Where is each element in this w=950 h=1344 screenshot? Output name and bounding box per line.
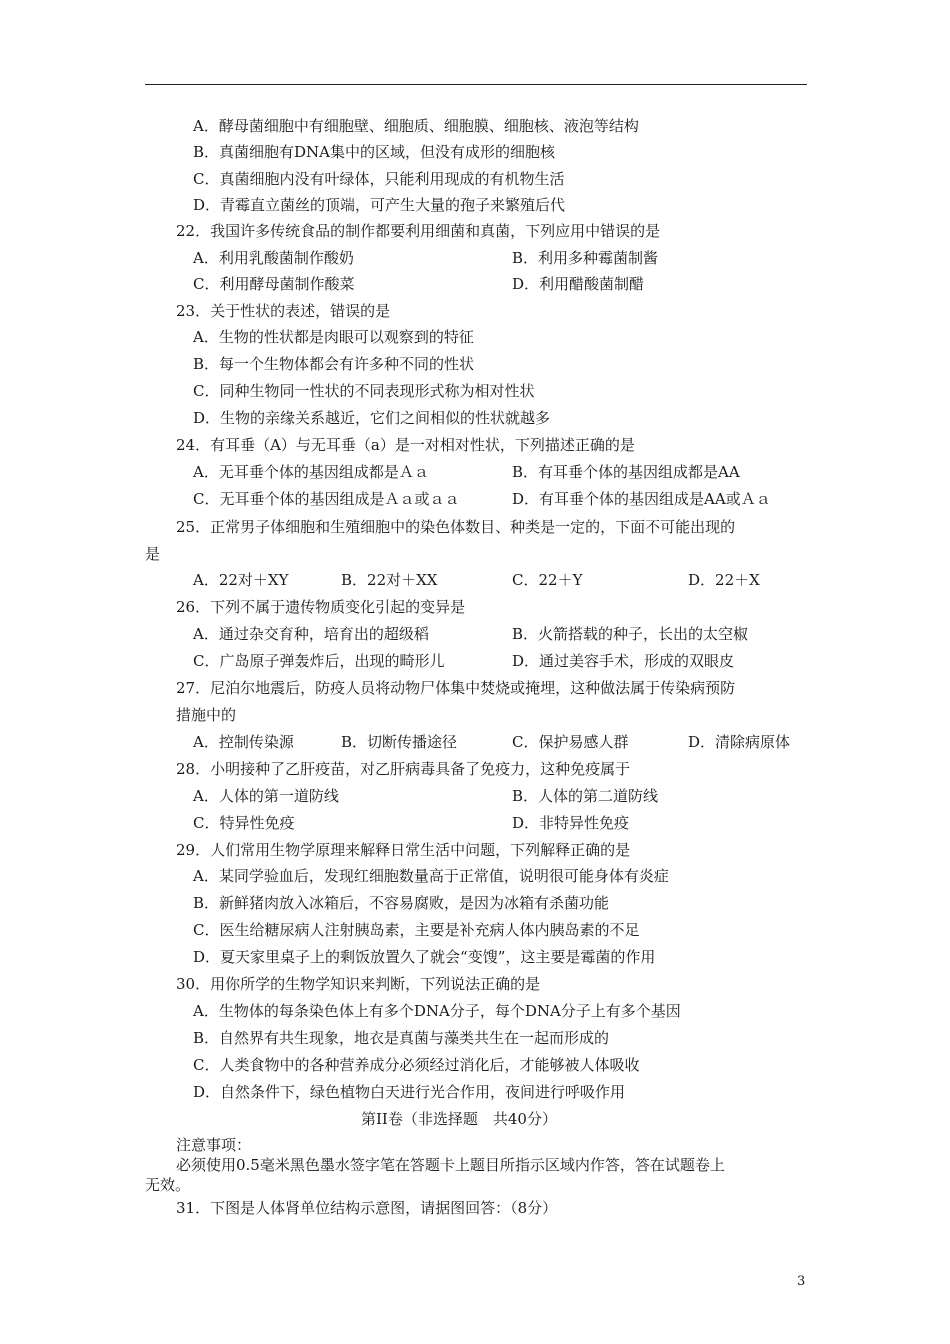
q28-stem: 28．小明接种了乙肝疫苗，对乙肝病毒具备了免疫力，这种免疫属于 [176,760,631,778]
q21-option-b: B．真菌细胞有DNA集中的区域，但没有成形的细胞核 [193,143,556,161]
q25-stem-continued: 是 [145,545,161,563]
q21-option-d: D．青霉直立菌丝的顶端，可产生大量的孢子来繁殖后代 [193,196,566,214]
q26-option-c: C．广岛原子弹轰炸后，出现的畸形儿 [193,652,445,670]
q30-option-d: D．自然条件下，绿色植物白天进行光合作用，夜间进行呼吸作用 [193,1083,626,1101]
q24-option-d: D．有耳垂个体的基因组成是AA或Ａａ [512,490,771,508]
q22-stem: 22．我国许多传统食品的制作都要利用细菌和真菌，下列应用中错误的是 [176,222,661,240]
q23-option-a: A．生物的性状都是肉眼可以观察到的特征 [193,328,474,346]
q28-option-d: D．非特异性免疫 [512,814,630,832]
q22-option-d: D．利用醋酸菌制醋 [512,275,645,293]
notice-text: 必须使用0.5毫米黑色墨水签字笔在答题卡上题目所指示区域内作答，答在试题卷上 [176,1156,725,1174]
q28-option-b: B．人体的第二道防线 [512,787,659,805]
q24-option-a: A．无耳垂个体的基因组成都是Ａａ [193,463,429,481]
q27-stem-continued: 措施中的 [176,706,237,724]
q25-stem: 25．正常男子体细胞和生殖细胞中的染色体数目、种类是一定的，下面不可能出现的 [176,518,736,536]
q27-option-b: B．切断传播途径 [341,733,458,751]
q23-option-d: D．生物的亲缘关系越近，它们之间相似的性状就越多 [193,409,551,427]
q25-option-a: A．22对＋XY [193,571,289,589]
q26-option-a: A．通过杂交育种，培育出的超级稻 [193,625,429,643]
q27-option-a: A．控制传染源 [193,733,294,751]
q24-option-c: C．无耳垂个体的基因组成是Ａａ或ａａ [193,490,460,508]
q27-option-c: C．保护易感人群 [512,733,629,751]
q29-option-d: D．夏天家里桌子上的剩饭放置久了就会“变馊”，这主要是霉菌的作用 [193,948,656,966]
q22-option-b: B．利用多种霉菌制酱 [512,249,659,267]
q24-stem: 24．有耳垂（A）与无耳垂（a）是一对相对性状，下列描述正确的是 [176,436,635,454]
q29-stem: 29．人们常用生物学原理来解释日常生活中问题，下列解释正确的是 [176,841,631,859]
q26-option-b: B．火箭搭载的种子，长出的太空椒 [512,625,749,643]
q23-stem: 23．关于性状的表述，错误的是 [176,302,391,320]
q29-option-a: A．某同学验血后，发现红细胞数量高于正常值，说明很可能身体有炎症 [193,867,669,885]
q31-stem: 31．下图是人体肾单位结构示意图，请据图回答：（8分） [176,1199,558,1217]
q23-option-c: C．同种生物同一性状的不同表现形式称为相对性状 [193,382,535,400]
notice-title: 注意事项： [176,1136,252,1154]
q30-stem: 30．用你所学的生物学知识来判断，下列说法正确的是 [176,975,541,993]
q23-option-b: B．每一个生物体都会有许多种不同的性状 [193,355,475,373]
q22-option-c: C．利用酵母菌制作酸菜 [193,275,355,293]
q29-option-b: B．新鲜猪肉放入冰箱后，不容易腐败，是因为冰箱有杀菌功能 [193,894,610,912]
q25-option-c: C．22＋Y [512,571,583,589]
q30-option-a: A．生物体的每条染色体上有多个DNA分子，每个DNA分子上有多个基因 [193,1002,681,1020]
section-title: 第II卷（非选择题 共40分） [361,1110,557,1128]
q26-option-d: D．通过美容手术，形成的双眼皮 [512,652,735,670]
q28-option-c: C．特异性免疫 [193,814,295,832]
q24-option-b: B．有耳垂个体的基因组成都是AA [512,463,740,481]
page-number: 3 [797,1274,806,1289]
q25-option-d: D．22＋X [688,571,760,589]
q22-option-a: A．利用乳酸菌制作酸奶 [193,249,354,267]
q30-option-c: C．人类食物中的各种营养成分必须经过消化后，才能够被人体吸收 [193,1056,640,1074]
q21-option-c: C．真菌细胞内没有叶绿体，只能利用现成的有机物生活 [193,170,565,188]
q30-option-b: B．自然界有共生现象，地衣是真菌与藻类共生在一起而形成的 [193,1029,610,1047]
q27-option-d: D．清除病原体 [688,733,791,751]
header-rule [145,84,807,85]
q28-option-a: A．人体的第一道防线 [193,787,339,805]
q26-stem: 26．下列不属于遗传物质变化引起的变异是 [176,598,466,616]
q27-stem: 27．尼泊尔地震后，防疫人员将动物尸体集中焚烧或掩埋，这种做法属于传染病预防 [176,679,736,697]
notice-text-continued: 无效。 [145,1176,191,1194]
q21-option-a: A．酵母菌细胞中有细胞壁、细胞质、细胞膜、细胞核、液泡等结构 [193,117,639,135]
q25-option-b: B．22对＋XX [341,571,438,589]
q29-option-c: C．医生给糖尿病人注射胰岛素，主要是补充病人体内胰岛素的不足 [193,921,640,939]
